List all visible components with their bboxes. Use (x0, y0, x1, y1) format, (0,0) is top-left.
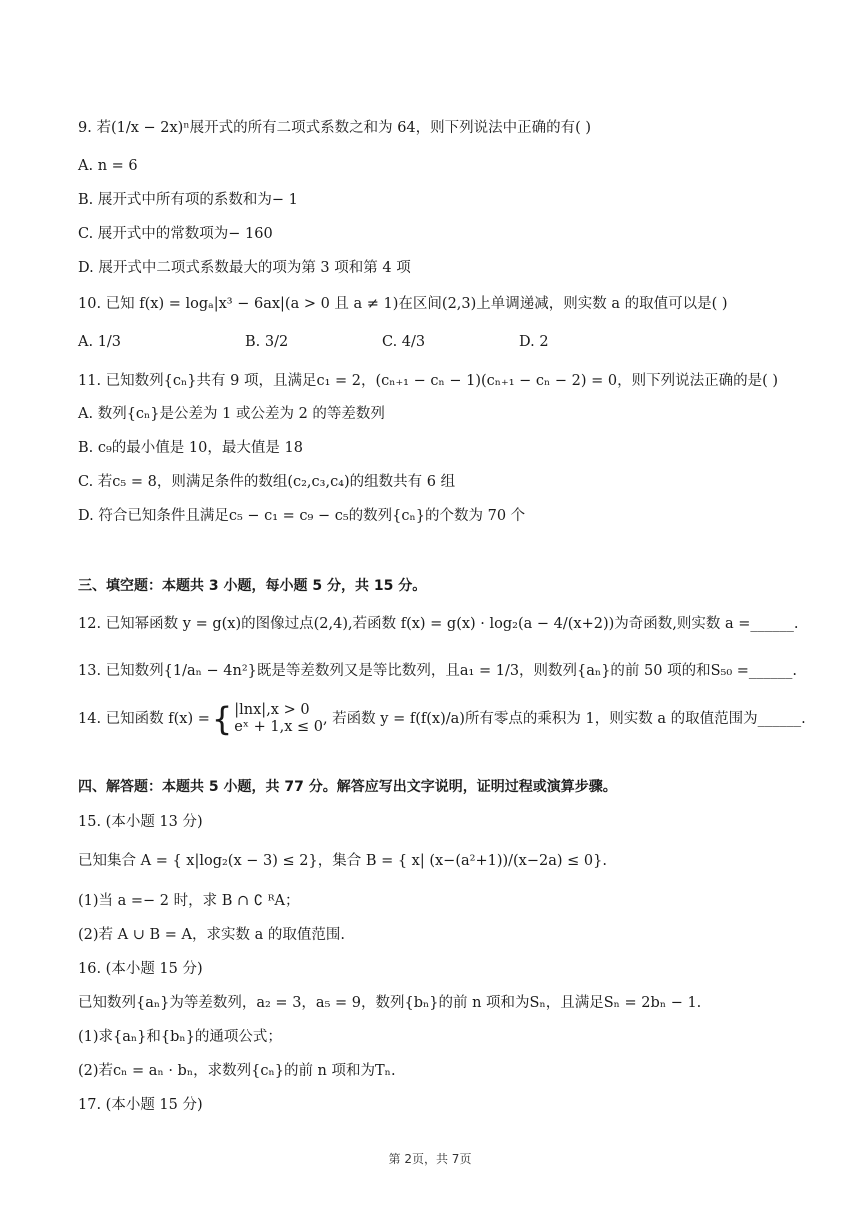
q11-option-a: A. 数列{cₙ}是公差为 1 或公差为 2 的等差数列 (78, 406, 385, 422)
q15-head: 15. (本小题 13 分) (78, 814, 203, 830)
q9-option-a: A. n = 6 (78, 158, 138, 174)
q14-brace: { (211, 700, 233, 738)
q16-part-1: (1)求{aₙ}和{bₙ}的通项公式； (78, 1029, 282, 1045)
q9-option-c: C. 展开式中的常数项为− 160 (78, 226, 273, 242)
q15-part-1: (1)当 a =− 2 时，求 B ∩ ∁ ᴿA； (78, 893, 300, 909)
q14-suffix: , 若函数 y = f(f(x)/a)所有零点的乘积为 1，则实数 a 的取值范围为______. (322, 711, 806, 727)
q10-option-c: C. 4/3 (382, 334, 426, 350)
section-3-heading: 三、填空题：本题共 3 小题，每小题 5 分，共 15 分。 (78, 578, 427, 594)
q10-option-d: D. 2 (519, 334, 549, 350)
q9-stem: 9. 若(1/x − 2x)ⁿ展开式的所有二项式系数之和为 64，则下列说法中正确的有( ) (78, 120, 592, 136)
q10-option-b: B. 3/2 (245, 334, 289, 350)
q15-part-2: (2)若 A ∪ B = A，求实数 a 的取值范围. (78, 927, 345, 943)
q17-head: 17. (本小题 15 分) (78, 1097, 203, 1113)
q11-stem: 11. 已知数列{cₙ}共有 9 项，且满足c₁ = 2，(cₙ₊₁ − cₙ − 1)(cₙ₊₁ − cₙ − 2) = 0，则下列说法正确的是( ) (78, 373, 779, 389)
q14-text (78, 702, 806, 736)
q16-head: 16. (本小题 15 分) (78, 961, 203, 977)
q14-cases (234, 702, 323, 736)
q10-option-a: A. 1/3 (78, 334, 122, 350)
q12-text: 12. 已知幂函数 y = g(x)的图像过点(2,4),若函数 f(x) = g(x) · log₂(a − 4/(x+2))为奇函数,则实数 a =______. (78, 616, 799, 632)
q14-case-1: |lnx|,x > 0 (234, 702, 310, 718)
section-4-heading: 四、解答题：本题共 5 小题，共 77 分。解答应写出文字说明，证明过程或演算步骤。 (78, 779, 617, 795)
q11-option-c: C. 若c₅ = 8，则满足条件的数组(c₂,c₃,c₄)的组数共有 6 组 (78, 474, 456, 490)
page-footer: 第 2页，共 7页 (388, 1152, 472, 1166)
q14-prefix: 14. 已知函数 f(x) = (78, 711, 210, 727)
q15-text: 已知集合 A = { x|log₂(x − 3) ≤ 2}，集合 B = { x| (x−(a²+1))/(x−2a) ≤ 0}. (78, 853, 607, 869)
q9-option-d: D. 展开式中二项式系数最大的项为第 3 项和第 4 项 (78, 260, 411, 276)
q11-option-b: B. c₉的最小值是 10，最大值是 18 (78, 440, 303, 456)
q14-case-2: eˣ + 1,x ≤ 0 (234, 719, 323, 735)
q16-part-2: (2)若cₙ = aₙ · bₙ，求数列{cₙ}的前 n 项和为Tₙ. (78, 1063, 396, 1079)
q9-option-b: B. 展开式中所有项的系数和为− 1 (78, 192, 298, 208)
q10-stem: 10. 已知 f(x) = logₐ|x³ − 6ax|(a > 0 且 a ≠ 1)在区间(2,3)上单调递减，则实数 a 的取值可以是( ) (78, 296, 728, 312)
q11-option-d: D. 符合已知条件且满足c₅ − c₁ = c₉ − c₅的数列{cₙ}的个数为 70 个 (78, 508, 526, 524)
q13-text: 13. 已知数列{1/aₙ − 4n²}既是等差数列又是等比数列，且a₁ = 1/3，则数列{aₙ}的前 50 项的和S₅₀ =______. (78, 663, 798, 679)
q16-text: 已知数列{aₙ}为等差数列，a₂ = 3，a₅ = 9，数列{bₙ}的前 n 项和为Sₙ，且满足Sₙ = 2bₙ − 1. (78, 995, 702, 1011)
